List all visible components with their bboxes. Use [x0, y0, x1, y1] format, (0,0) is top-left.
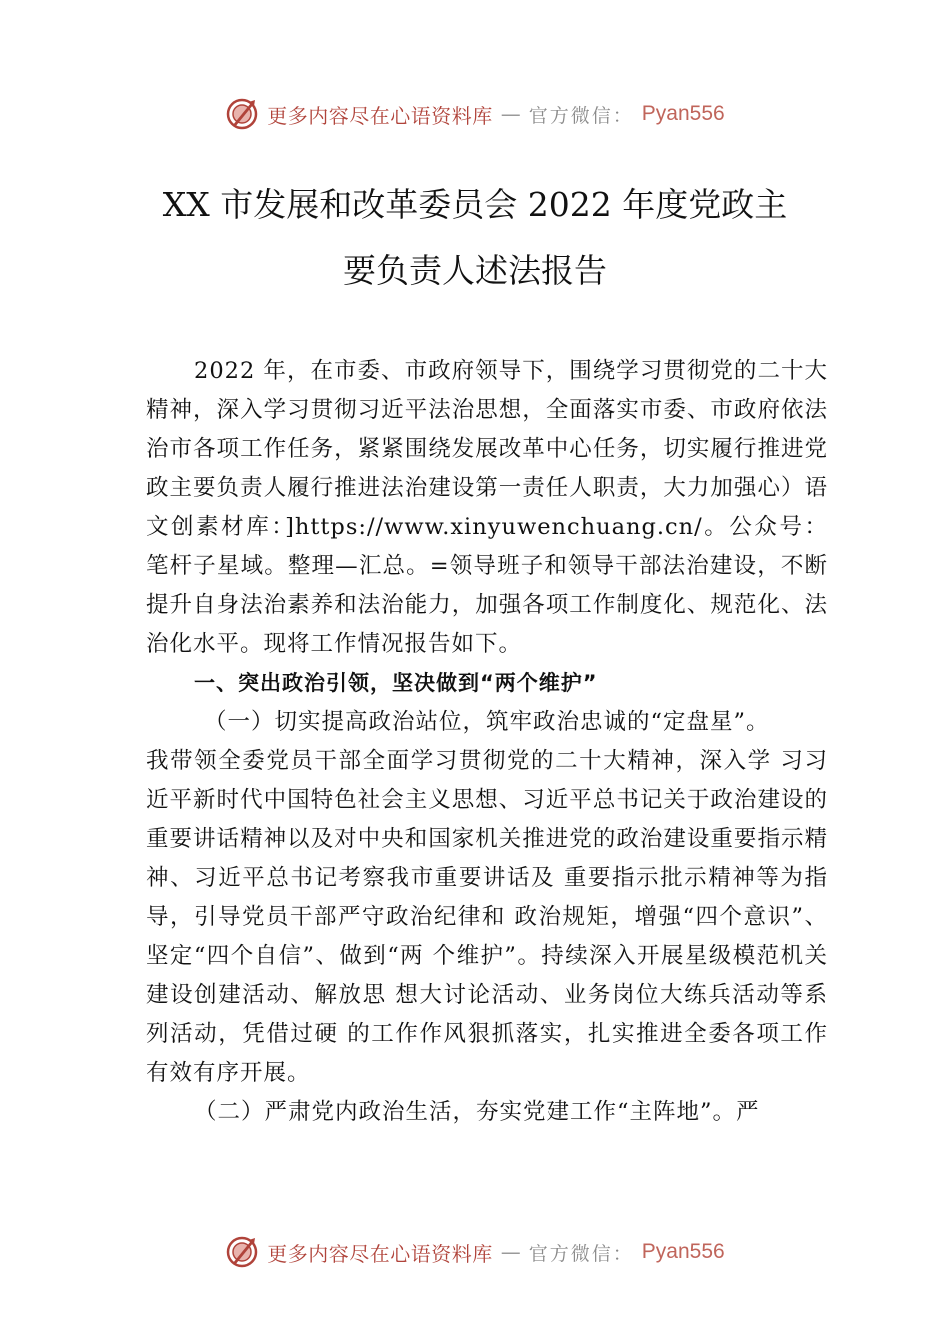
subsection-1-body: 我带领全委党员干部全面学习贯彻党的二十大精神，深入学 习习近平新时代中国特色社会主义思想、习近平总书记关于政治建设的重要讲话精神以及对中央和国家机关推进党的政治建设重要指示精神、习近平总书记考察我市重要讲话及 重要指示批示精神等为指导，引导党员干部严守政治纪律和 政治规矩，增强“四个意识”、坚定“四个自信”、做到“两 个维护”。持续深入开展星级模范机关建设创建活动、解放思 想大讨论活动、业务岗位大练兵活动等系列活动，凭借过硬 的工作作风狠抓落实，扎实推进全委各项工作有效有序开展。	[146, 748, 828, 1086]
watermark-contact-label: 官方微信：	[528, 104, 634, 127]
watermark-handle: Pyan556	[641, 102, 725, 125]
document-title	[120, 172, 830, 304]
watermark-brand: 更多内容尽在心语资料库	[267, 103, 493, 128]
watermark-separator: —	[500, 102, 521, 126]
subsection-2-heading: （二）严肃党内政治生活，夯实党建工作“主阵地”。严	[194, 1099, 760, 1125]
intro-paragraph: 2022 年，在市委、市政府领导下，围绕学习贯彻党的二十大精神，深入学习贯彻习近平法治思想，全面落实市委、市政府依法治市各项工作任务，紧紧围绕发展改革中心任务，切实履行推进党政主要负责人履行推进法治建设第一责任人职责，大力加强心）语文创素材库：]https://www.xinyuwenchuang.cn/。公众号：笔杆子星域。整理—汇总。=领导班子和领导干部法治建设，不断提升自身法治素养和法治能力，加强各项工作制度化、规范化、法治化水平。现将工作情况报告如下。	[146, 358, 828, 657]
quill-seal-logo-icon	[225, 97, 259, 131]
header-watermark	[0, 94, 950, 134]
section-1-heading: 一、突出政治引领，坚决做到“两个维护”	[194, 671, 598, 695]
footer-watermark	[0, 1232, 950, 1272]
watermark-handle: Pyan556	[641, 1240, 725, 1263]
title-line-1: XX 市发展和改革委员会 2022 年度党政主	[162, 185, 788, 224]
subsection-1-heading: （一）切实提高政治站位，筑牢政治忠诚的“定盘星”。	[204, 709, 770, 735]
watermark-brand: 更多内容尽在心语资料库	[267, 1241, 493, 1266]
document-body	[146, 352, 828, 1132]
title-line-2: 要负责人述法报告	[343, 251, 607, 290]
watermark-contact-label: 官方微信：	[528, 1242, 634, 1265]
watermark-separator: —	[500, 1240, 521, 1264]
quill-seal-logo-icon	[225, 1235, 259, 1269]
